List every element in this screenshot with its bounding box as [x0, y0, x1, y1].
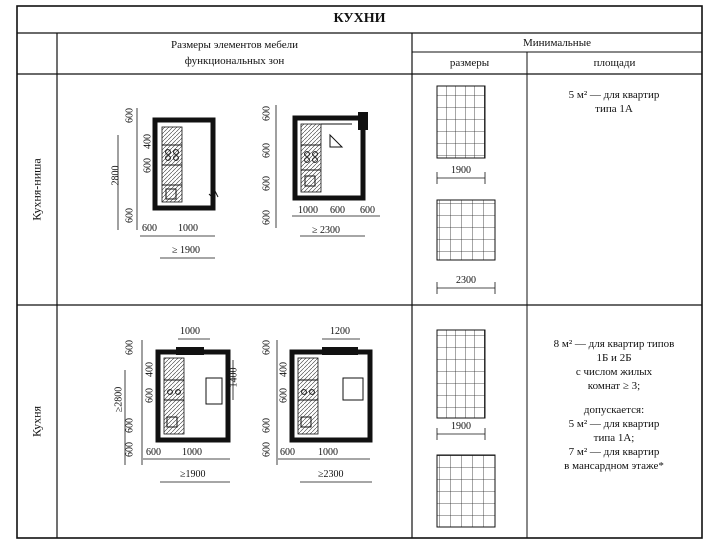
dim: 600 [261, 418, 273, 433]
grid-kitchen-2300 [437, 455, 495, 527]
dim-min: ≥ 2300 [312, 225, 340, 236]
dim: 600 [124, 340, 136, 355]
dim-total: 2800 [110, 165, 122, 186]
area-line: 7 м² — для квартир [568, 446, 660, 458]
plan-niche-1 [118, 108, 218, 258]
dim: 600 [142, 223, 157, 234]
dim: 600 [142, 158, 154, 173]
dim: 400 [144, 362, 156, 377]
area-line: 5 м² — для квартир [568, 418, 660, 430]
row-label-kitchen: Кухня [29, 405, 44, 438]
grid-dim: 1900 [451, 165, 471, 176]
dim: 600 [144, 388, 156, 403]
area-spacer [534, 393, 694, 403]
dim: 600 [261, 340, 273, 355]
dim: 600 [261, 106, 273, 121]
page-title: КУХНИ [333, 11, 386, 26]
dim: 1000 [298, 205, 318, 216]
dim: 600 [280, 447, 295, 458]
dim: 600 [261, 176, 273, 191]
dim-min: ≥1900 [180, 469, 206, 480]
header-minimal: Минимальные [523, 37, 591, 49]
dim: 600 [360, 205, 375, 216]
dim: 1000 [318, 447, 338, 458]
dim: 400 [278, 362, 290, 377]
dim: 600 [261, 442, 273, 457]
dim-min: ≥ 1900 [172, 245, 200, 256]
area-line: 8 м² — для квартир типов [553, 338, 675, 350]
plan-kitchen-1 [125, 339, 233, 482]
plan-kitchen-2 [277, 339, 372, 482]
area-line: с числом жилых [575, 366, 653, 378]
dim: 600 [330, 205, 345, 216]
dim: 600 [146, 447, 161, 458]
dim: 600 [124, 418, 136, 433]
row-label-niche: Кухня-ниша [29, 158, 44, 221]
dim: 1000 [180, 326, 200, 337]
area-line: типа 1А [595, 103, 633, 115]
dim-min: ≥2300 [318, 469, 344, 480]
area-line: 1Б и 2Б [596, 352, 632, 364]
dim: 600 [124, 108, 136, 123]
dim: 1400 [228, 367, 240, 388]
dim: 600 [124, 442, 136, 457]
dim: 1000 [178, 223, 198, 234]
dim: 400 [142, 134, 154, 149]
dim: 600 [261, 210, 273, 225]
area-line: 5 м² — для квартир [568, 89, 660, 101]
dim-total: ≥2800 [113, 386, 125, 413]
grid-dim: 2300 [456, 275, 476, 286]
dim: 1200 [330, 326, 350, 337]
header-furniture-line2: функциональных зон [184, 55, 285, 67]
area-line: комнат ≥ 3; [587, 380, 641, 392]
area-line: допускается: [583, 404, 645, 416]
dim: 600 [261, 143, 273, 158]
dim: 1000 [182, 447, 202, 458]
area-line: типа 1А; [593, 432, 635, 444]
area-text-kitchen [534, 337, 694, 473]
header-furniture-line1: Размеры элементов мебели [171, 39, 298, 51]
area-text-niche [534, 88, 694, 116]
dim: 600 [278, 388, 290, 403]
header-sizes: размеры [449, 57, 490, 69]
area-line: в мансардном этаже* [564, 460, 664, 472]
header-areas: площади [593, 57, 636, 69]
grid-dim: 1900 [451, 421, 471, 432]
dim: 600 [124, 208, 136, 223]
